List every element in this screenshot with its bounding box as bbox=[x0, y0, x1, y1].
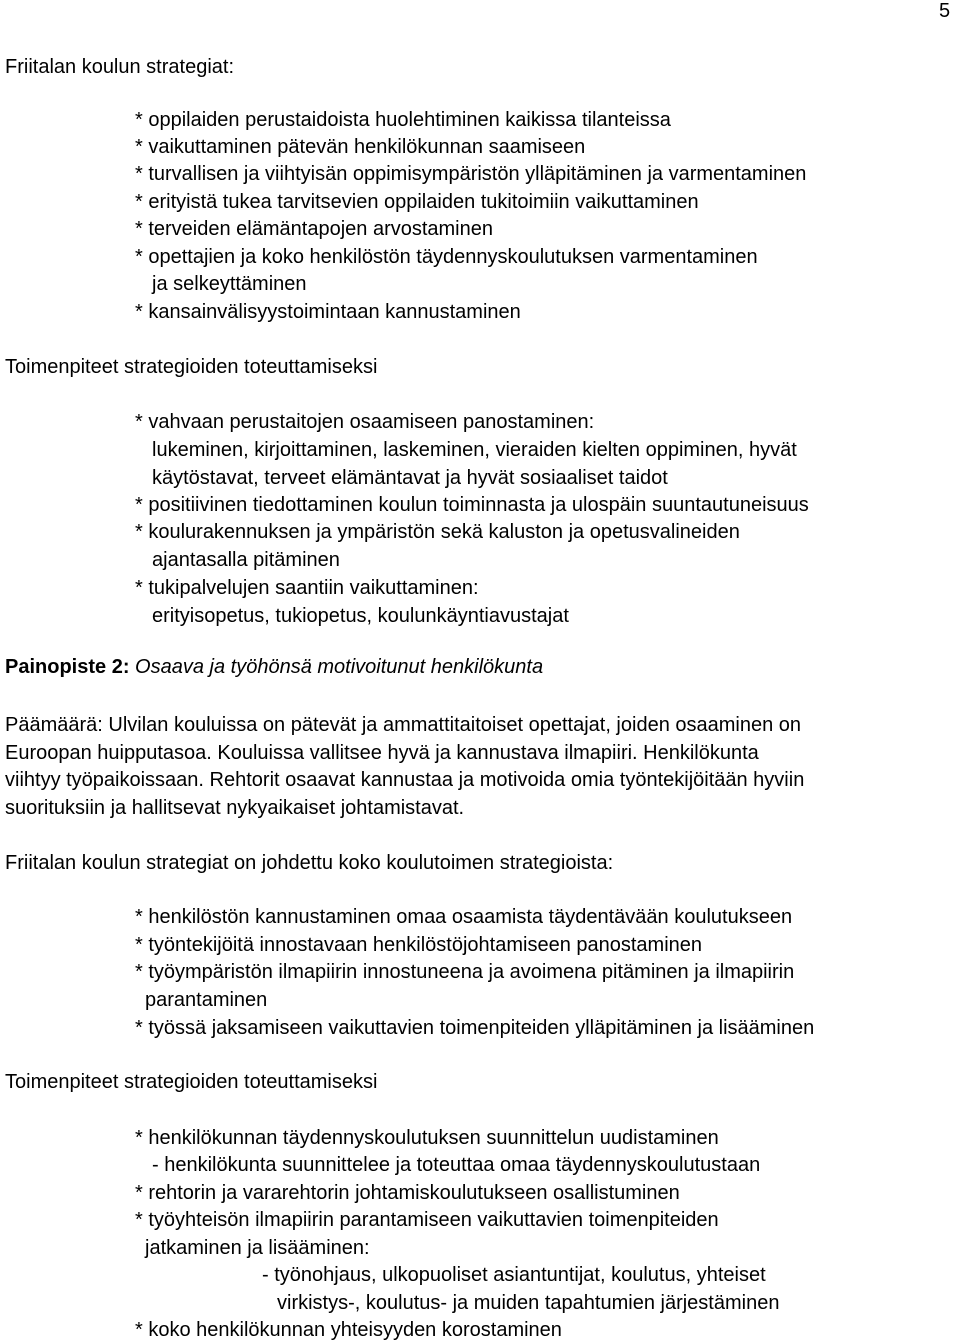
list-item: * kansainvälisyystoimintaan kannustaminen bbox=[135, 301, 521, 323]
list-item-continuation: ja selkeyttäminen bbox=[152, 273, 307, 295]
list-item: * erityistä tukea tarvitsevien oppilaiden tukitoimiin vaikuttaminen bbox=[135, 191, 699, 213]
goal-paragraph-line: suorituksiin ja hallitsevat nykyaikaiset johtamistavat. bbox=[5, 797, 465, 819]
list-item-continuation: lukeminen, kirjoittaminen, laskeminen, vieraiden kielten oppiminen, hyvät bbox=[152, 439, 797, 461]
section-heading-actions-2: Toimenpiteet strategioiden toteuttamiseksi bbox=[5, 1071, 378, 1093]
list-item: * vaikuttaminen pätevän henkilökunnan saamiseen bbox=[135, 136, 586, 158]
focus-area-heading bbox=[5, 655, 543, 679]
list-item-continuation: parantaminen bbox=[145, 989, 268, 1011]
list-item: * turvallisen ja viihtyisän oppimisympäristön ylläpitäminen ja varmentaminen bbox=[135, 163, 807, 185]
list-item: * työyhteisön ilmapiirin parantamiseen vaikuttavien toimenpiteiden bbox=[135, 1209, 719, 1231]
list-item: * vahvaan perustaitojen osaamiseen panostaminen: bbox=[135, 411, 595, 433]
list-item: * työntekijöitä innostavaan henkilöstöjohtamiseen panostaminen bbox=[135, 934, 703, 956]
list-item: * henkilöstön kannustaminen omaa osaamista täydentävään koulutukseen bbox=[135, 906, 793, 928]
list-item: * tukipalvelujen saantiin vaikuttaminen: bbox=[135, 577, 479, 599]
page-number: 5 bbox=[939, 0, 951, 22]
focus-area-label: Painopiste 2: bbox=[5, 656, 130, 678]
section-heading-strategies: Friitalan koulun strategiat: bbox=[5, 56, 235, 78]
list-item: * terveiden elämäntapojen arvostaminen bbox=[135, 218, 493, 240]
list-subitem-continuation: virkistys-, koulutus- ja muiden tapahtumien järjestäminen bbox=[277, 1292, 780, 1314]
list-item-continuation: jatkaminen ja lisääminen: bbox=[145, 1237, 370, 1259]
list-item: * positiivinen tiedottaminen koulun toiminnasta ja ulospäin suuntautuneisuus bbox=[135, 494, 809, 516]
goal-paragraph-line: Euroopan huipputasoa. Kouluissa vallitsee hyvä ja kannustava ilmapiiri. Henkilökunta bbox=[5, 742, 759, 764]
goal-paragraph-line: viihtyy työpaikoissaan. Rehtorit osaavat kannustaa ja motivoida omia työntekijöitään hyviin bbox=[5, 769, 805, 791]
list-item: * koulurakennuksen ja ympäristön sekä kaluston ja opetusvalineiden bbox=[135, 521, 740, 543]
list-item-continuation: ajantasalla pitäminen bbox=[152, 549, 340, 571]
goal-paragraph-line: Päämäärä: Ulvilan kouluissa on pätevät ja ammattitaitoiset opettajat, joiden osaaminen on bbox=[5, 714, 802, 736]
list-subitem: - työnohjaus, ulkopuoliset asiantuntijat, koulutus, yhteiset bbox=[262, 1264, 766, 1286]
list-item: * oppilaiden perustaidoista huolehtiminen kaikissa tilanteissa bbox=[135, 109, 671, 131]
focus-area-title: Osaava ja työhönsä motivoitunut henkilökunta bbox=[135, 656, 544, 678]
section-heading-derived-strategies: Friitalan koulun strategiat on johdettu koko koulutoimen strategioista: bbox=[5, 852, 614, 874]
list-subitem: - henkilökunta suunnittelee ja toteuttaa omaa täydennyskoulutustaan bbox=[152, 1154, 761, 1176]
list-item: * työympäristön ilmapiirin innostuneena ja avoimena pitäminen ja ilmapiirin bbox=[135, 961, 795, 983]
list-item-continuation: erityisopetus, tukiopetus, koulunkäyntiavustajat bbox=[152, 605, 569, 627]
list-item: * henkilökunnan täydennyskoulutuksen suunnittelun uudistaminen bbox=[135, 1127, 719, 1149]
list-item: * rehtorin ja vararehtorin johtamiskoulutukseen osallistuminen bbox=[135, 1182, 680, 1204]
list-item: * opettajien ja koko henkilöstön täydennyskoulutuksen varmentaminen bbox=[135, 246, 758, 268]
list-item-continuation: käytöstavat, terveet elämäntavat ja hyvät sosiaaliset taidot bbox=[152, 467, 668, 489]
section-heading-actions: Toimenpiteet strategioiden toteuttamiseksi bbox=[5, 356, 378, 378]
list-item: * koko henkilökunnan yhteisyyden korostaminen bbox=[135, 1319, 562, 1341]
list-item: * työssä jaksamiseen vaikuttavien toimenpiteiden ylläpitäminen ja lisääminen bbox=[135, 1017, 815, 1039]
